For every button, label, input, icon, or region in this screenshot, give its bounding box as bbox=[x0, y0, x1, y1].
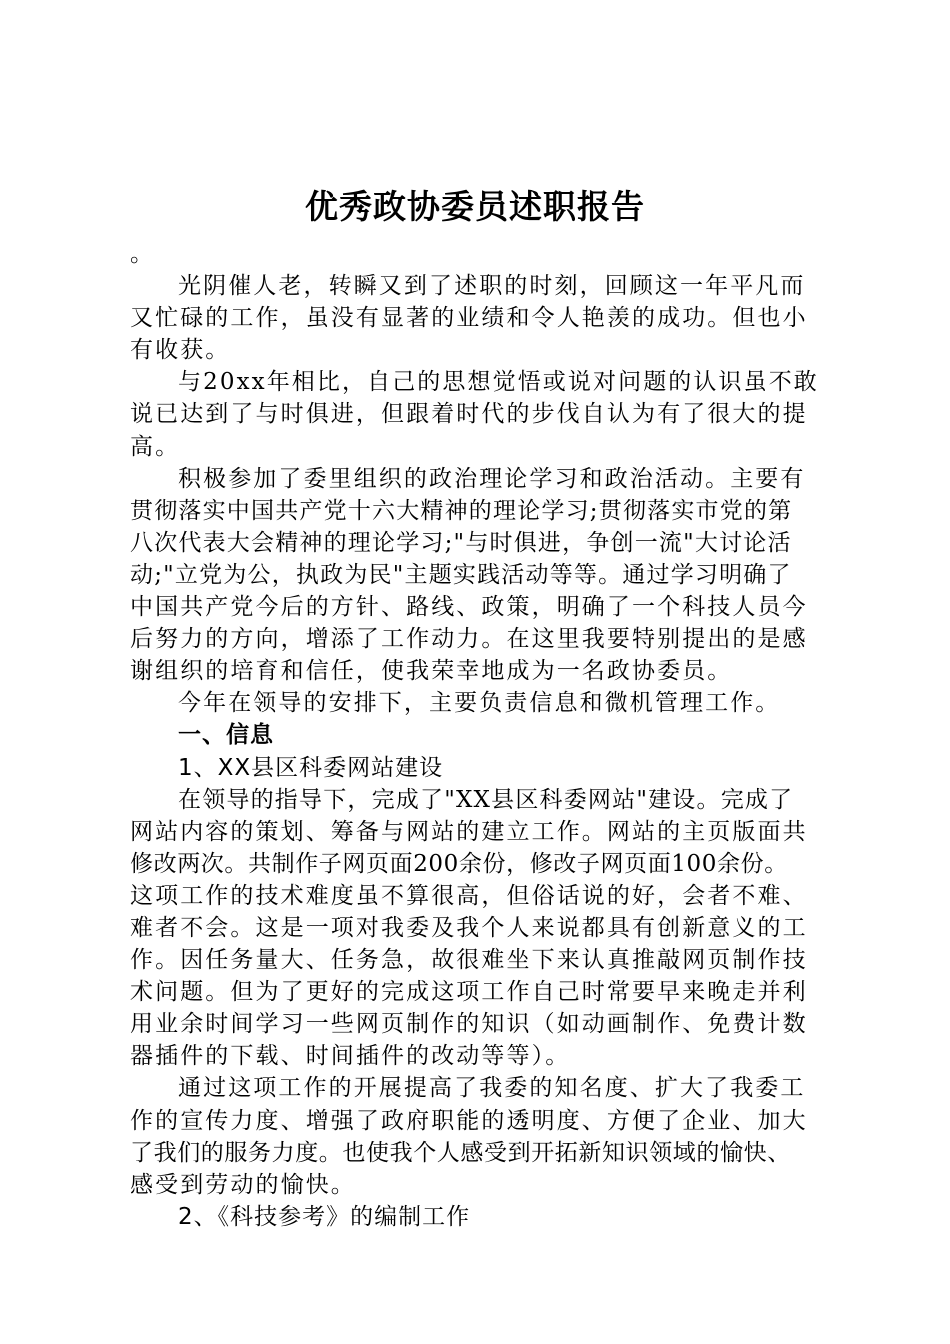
paragraph-line: 贯彻落实中国共产党十六大精神的理论学习;贯彻落实市党的第 bbox=[130, 497, 793, 524]
paragraph-line: 八次代表大会精神的理论学习;"与时俱进，争创一流"大讨论活 bbox=[130, 529, 792, 556]
paragraph-line: 与20xx年相比，自己的思想觉悟或说对问题的认识虽不敢 bbox=[178, 369, 819, 396]
paragraph-line: 高。 bbox=[130, 433, 181, 460]
paragraph-line: 今年在领导的安排下，主要负责信息和微机管理工作。 bbox=[178, 690, 781, 717]
paragraph-line: 光阴催人老，转瞬又到了述职的时刻，回顾这一年平凡而 bbox=[178, 273, 806, 300]
document-body bbox=[130, 238, 830, 1233]
paragraph-line: 这项工作的技术难度虽不算很高，但俗话说的好，会者不难、 bbox=[130, 882, 808, 909]
paragraph-line: 作的宣传力度、增强了政府职能的透明度、方便了企业、加大 bbox=[130, 1107, 808, 1134]
paragraph-line: 谢组织的培育和信任，使我荣幸地成为一名政协委员。 bbox=[130, 658, 733, 685]
text-line: 。 bbox=[130, 241, 156, 267]
paragraph-line: 作。因任务量大、任务急，故很难坐下来认真推敲网页制作技 bbox=[130, 947, 808, 974]
paragraph-line: 网站内容的策划、筹备与网站的建立工作。网站的主页版面共 bbox=[130, 818, 808, 845]
paragraph-line: 在领导的指导下，完成了"XX县区科委网站"建设。完成了 bbox=[178, 786, 794, 813]
paragraph-line: 了我们的服务力度。也使我个人感受到开拓新知识领域的愉快、 bbox=[130, 1139, 791, 1166]
paragraph-line: 通过这项工作的开展提高了我委的知名度、扩大了我委工 bbox=[178, 1075, 806, 1102]
paragraph-line: 难者不会。这是一项对我委及我个人来说都具有创新意义的工 bbox=[130, 914, 808, 941]
paragraph-line: 说已达到了与时俱进，但跟着时代的步伐自认为有了很大的提 bbox=[130, 401, 808, 428]
subsection-heading: 2、《科技参考》的编制工作 bbox=[178, 1203, 471, 1230]
paragraph-line: 积极参加了委里组织的政治理论学习和政治活动。主要有 bbox=[178, 465, 806, 492]
subsection-heading: 1、XX县区科委网站建设 bbox=[178, 754, 444, 781]
paragraph-line: 有收获。 bbox=[130, 337, 231, 364]
paragraph-line: 感受到劳动的愉快。 bbox=[130, 1171, 356, 1198]
document-title: 优秀政协委员述职报告 bbox=[305, 187, 645, 226]
paragraph-line: 中国共产党今后的方针、路线、政策，明确了一个科技人员今 bbox=[130, 594, 808, 621]
paragraph-line: 修改两次。共制作子网页面200余份，修改子网页面100余份。 bbox=[130, 850, 788, 877]
paragraph-line: 后努力的方向，增添了工作动力。在这里我要特别提出的是感 bbox=[130, 626, 808, 653]
paragraph-line: 器插件的下载、时间插件的改动等等）。 bbox=[130, 1043, 571, 1070]
section-heading: 一、信息 bbox=[178, 722, 274, 749]
paragraph-line: 又忙碌的工作，虽没有显著的业绩和令人艳羡的成功。但也小 bbox=[130, 305, 808, 332]
paragraph-line: 术问题。但为了更好的完成这项工作自己时常要早来晚走并利 bbox=[130, 979, 808, 1006]
paragraph-line: 动;"立党为公，执政为民"主题实践活动等等。通过学习明确了 bbox=[130, 561, 792, 588]
paragraph-line: 用业余时间学习一些网页制作的知识（如动画制作、免费计数 bbox=[130, 1011, 808, 1038]
